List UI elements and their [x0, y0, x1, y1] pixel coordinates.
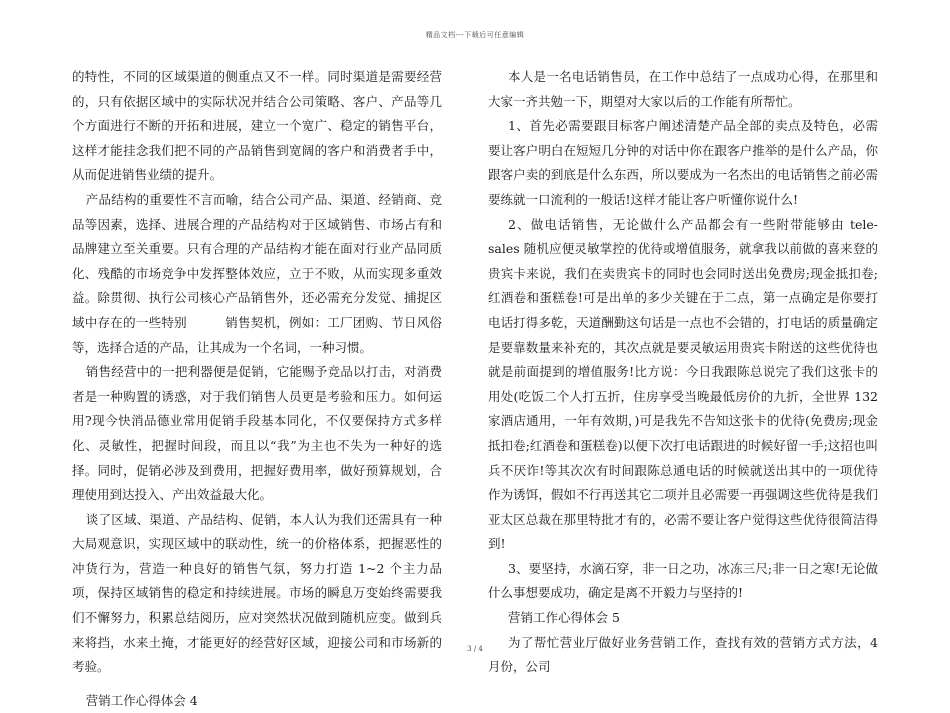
left-paragraph-1: 的特性，不同的区域渠道的侧重点又不一样。同时渠道是需要经营的，只有依据区域中的实际状况并结合公司策略、客户、产品等几个方面进行不断的开拓和进展，建立一个宽广、稳定的销售平台，这样才能挂念我们把不同的产品销售到宽阔的客户和消费者手中，从而促进销售业绩的提升。 [72, 69, 442, 183]
right-paragraph-4: 3、要坚持，水滴石穿，非一日之功，冰冻三尺;非一日之寒!无论做什么事想要成功，确定是离不开毅力与坚持的! [488, 560, 878, 601]
right-paragraph-5: 为了帮忙营业厅做好业务营销工作，查找有效的营销方式方法，4 月份，公司 [488, 634, 878, 675]
section-title-5: 营销工作心得体会 5 [508, 610, 620, 626]
left-paragraph-3: 销售经营中的一把利器便是促销，它能赐予竞品以打击，对消费者是一种购置的诱惑，对于我们销售人员更是考验和压力。如何运用?现今快消品德业常用促销手段基本同化，不仅要保持方式多样化、灵敏性，把握时间段，而且以“我”为主也不失为一种好的选择。同时，促销必涉及到费用，把握好费用率，做好预算规划，合理使用到达投入、产出效益最大化。 [72, 364, 442, 503]
right-paragraph-2: 1、首先必需要跟目标客户阐述清楚产品全部的卖点及特色，必需要让客户明白在短短几分钟的对话中你在跟客户推举的是什么产品，你跟客户卖的到底是什么东西，所以要成为一名杰出的电话销售之前必需要练就一口流利的一般话!这样才能让客户听懂你说什么! [488, 118, 878, 207]
left-paragraph-4: 谈了区域、渠道、产品结构、促销，本人认为我们还需具有一种大局观意识，实现区域中的联动性，统一的价格体系，把握恶性的冲货行为，营造一种良好的销售气氛，努力打造 1~2 个主力品项，保持区域销售的稳定和持续进展。市场的瞬息万变始终需要我们不懈努力，积累总结阅历，应对突然状况做到随机应变。做到兵来将挡，水来土掩，才能更好的经营好区域，迎接公司和市场新的考验。 [72, 511, 442, 675]
right-paragraph-3: 2、做电话销售，无论做什么产品都会有一些附带能够由 tele-sales 随机应便灵敏掌控的优待或增值服务，就拿我以前做的喜来登的贵宾卡来说，我们在卖贵宾卡的同时也会同时送出免费房;现金抵扣卷;红酒卷和蛋糕卷!可是出单的多少关键在于二点，第一点确定是你要打电话打得多乾，天道酬勤这句话是一点也不会错的，打电话的质量确定是要靠数量来补充的，其次点就是要灵敏运用贵宾卡附送的这些优待也就是前面提到的增值服务!比方说：今日我跟陈总说完了我们这张卡的用处(吃饭二个人打五折，住房享受当晚最低房价的九折，全世界 132 家酒店通用，一年有效期，)可是我先不告知这张卡的优待(免费房;现金抵扣卷;红酒卷和蛋糕卷)以便下次打电话跟进的时候好留一手;这招也叫兵不厌诈!等其次次有时间跟陈总通电话的时候就送出其中的一项优待作为诱饵，假如不行再送其它二项并且必需要一再强调这些优待是我们亚太区总裁在那里特批才有的，必需不要让客户觉得这些优待很简洁得到! [488, 216, 878, 552]
right-column [488, 65, 878, 680]
left-column [72, 65, 442, 713]
left-paragraph-2: 产品结构的重要性不言而喻，结合公司产品、渠道、经销商、竞品等因素，选择、进展合理的产品结构对于区域销售、市场占有和品牌建立至关重要。只有合理的产品结构才能在面对行业产品同质化、残酷的市场竞争中发挥整体效应，立于不败，从而实现多重效益。除贯彻、执行公司核心产品销售外，还必需充分发觉、捕捉区域中存在的一些特别 销售契机，例如：工厂团购、节日风俗等，选择合适的产品，让其成为一个名词，一种习惯。 [72, 191, 442, 355]
section-title-4: 营销工作心得体会 4 [85, 692, 198, 708]
page-number: 3 / 4 [467, 645, 483, 653]
right-paragraph-1: 本人是一名电话销售员，在工作中总结了一点成功心得，在那里和大家一齐共勉一下，期望对大家以后的工作能有所帮忙。 [488, 69, 878, 109]
page-header: 精品文档---下载后可任意编辑 [425, 31, 525, 39]
